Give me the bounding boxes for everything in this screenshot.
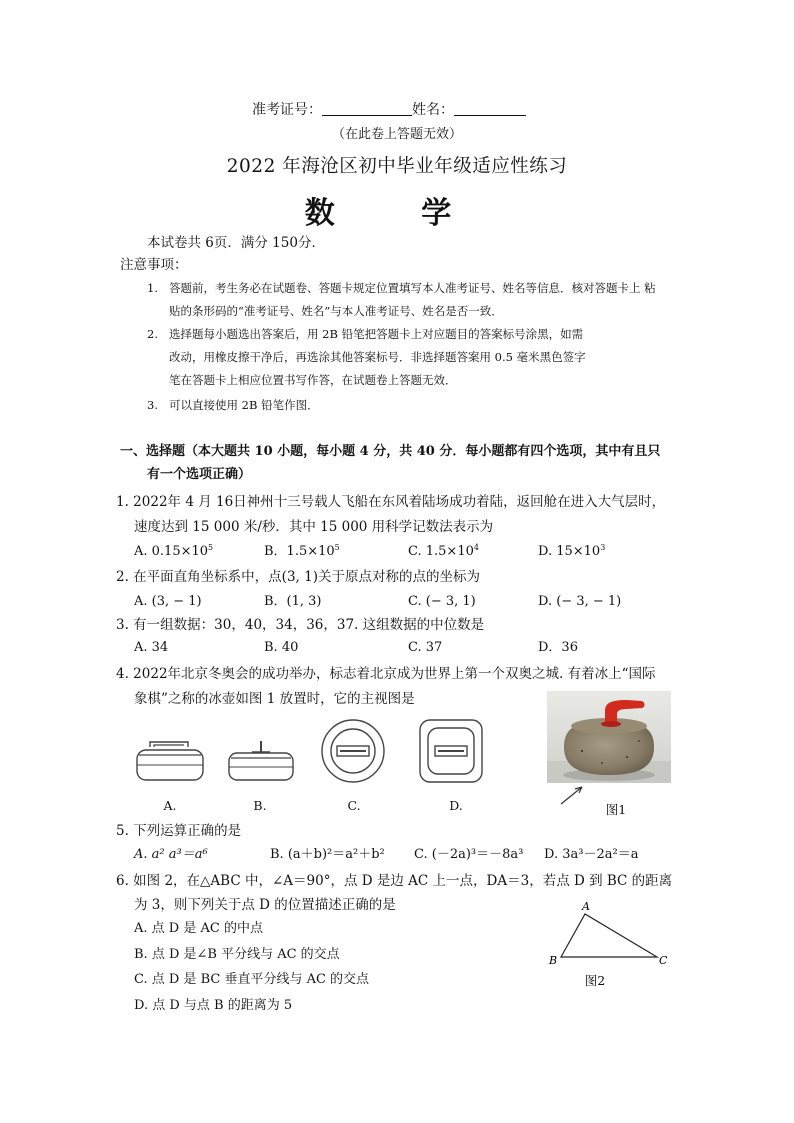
q4-label-d: D. xyxy=(449,798,463,813)
q4-label-a: A. xyxy=(163,798,177,813)
q5-option-b: B. (a＋b)²＝a²＋b² xyxy=(270,847,385,862)
q6-option-d: D. 点 D 与点 B 的距离为 5 xyxy=(134,998,293,1013)
q5-stem: 5. 下列运算正确的是 xyxy=(116,823,242,839)
q1-option-d: D. $15\times 10^3$ xyxy=(538,543,606,559)
q2-option-c: C. (− 3, 1) xyxy=(408,594,476,609)
no-answer-note: （在此卷上答题无效） xyxy=(331,127,462,142)
q4-option-d-drawing xyxy=(418,718,484,784)
q4-option-b-drawing xyxy=(226,738,296,784)
q2-stem: 2. 在平面直角坐标系中，点(3, 1)关于原点对称的点的坐标为 xyxy=(116,569,480,585)
q3-option-c: C. 37 xyxy=(408,640,443,655)
q4-label-b: B. xyxy=(253,798,267,813)
q6-line1: 6. 如图 2，在△ABC 中，∠A＝90°，点 D 是边 AC 上一点，DA＝3，若点 D 到 BC 的距离 xyxy=(116,873,673,889)
q1-option-a: A. $0.15\times 10^5$ xyxy=(134,543,214,559)
figure-2-triangle xyxy=(545,900,675,970)
id-blank xyxy=(322,101,412,116)
notice-2-num: 2. xyxy=(147,327,158,341)
q3-option-b: B. 40 xyxy=(264,640,299,655)
q4-option-c-drawing xyxy=(320,718,386,784)
figure-1-caption: 图1 xyxy=(605,802,627,817)
notice-2-line3: 笔在答题卡上相应位置书写作答，在试题卷上答题无效． xyxy=(169,373,457,387)
q1-option-b: B．$1.5\times 10^5$ xyxy=(264,543,340,559)
q4-label-c: C. xyxy=(347,798,361,813)
q1-line1: 1. 2022年 4 月 16日神州十三号载人飞船在东风着陆场成功着陆，返回舱在进入大气层时， xyxy=(116,494,666,510)
notice-heading: 注意事项： xyxy=(120,257,188,273)
id-label: 准考证号： xyxy=(252,102,322,118)
q5-option-c: C. (－2a)³＝－8a³ xyxy=(414,847,524,862)
q2-option-b: B．(1, 3) xyxy=(264,594,322,609)
q2-option-a: A. (3, − 1) xyxy=(134,594,202,609)
q1-line2: 速度达到 15 000 米/秒．其中 15 000 用科学记数法表示为 xyxy=(134,519,494,535)
q4-line1: 4. 2022年北京冬奥会的成功举办，标志着北京成为世界上第一个双奥之城. 有着冰上“国际 xyxy=(116,666,656,682)
notice-2-line2: 改动，用橡皮擦干净后，再选涂其他答案标号．非选择题答案用 0.5 毫米黑色签字 xyxy=(169,350,586,364)
curling-stone-photo xyxy=(547,691,671,783)
q6-line2: 为 3，则下列关于点 D 的位置描述正确的是 xyxy=(134,897,396,913)
exam-info: 本试卷共 6页．满分 150分． xyxy=(147,235,325,251)
q4-line2: 象棋”之称的冰壶如图 1 放置时，它的主视图是 xyxy=(134,691,415,707)
q6-option-c: C. 点 D 是 BC 垂直平分线与 AC 的交点 xyxy=(134,972,370,987)
candidate-info-line xyxy=(252,101,526,119)
q5-option-d: D. 3a³－2a²＝a xyxy=(544,847,639,862)
q3-stem: 3. 有一组数据：30，40，34，36，37. 这组数据的中位数是 xyxy=(116,617,485,633)
vertex-c-label: C xyxy=(659,954,668,967)
figure-2-caption: 图2 xyxy=(584,973,606,988)
vertex-b-label: B xyxy=(549,954,558,967)
q3-option-a: A. 34 xyxy=(134,640,169,655)
exam-title: 2022 年海沧区初中毕业年级适应性练习 xyxy=(226,156,568,177)
q2-option-d: D. (− 3, − 1) xyxy=(538,594,622,609)
q6-option-a: A. 点 D 是 AC 的中点 xyxy=(134,921,263,936)
notice-3-num: 3. xyxy=(147,398,158,412)
name-blank xyxy=(454,101,526,116)
q3-option-d: D．36 xyxy=(538,640,578,655)
subject-title: 数 学 xyxy=(304,196,490,231)
notice-3-line1: 可以直接使用 2B 铅笔作图． xyxy=(169,398,319,412)
section-heading-line2: 有一个选项正确） xyxy=(147,467,252,482)
notice-1-line1: 答题前，考生务必在试题卷、答题卡规定位置填写本人准考证号、姓名等信息．核对答题卡上 粘 xyxy=(169,281,656,295)
q5-option-a: A. a² a³＝a⁶ xyxy=(134,847,208,862)
section-heading-line1: 一、选择题（本大题共 10 小题，每小题 4 分，共 40 分．每小题都有四个选项，其中有且只 xyxy=(120,444,661,459)
notice-1-num: 1. xyxy=(147,281,158,295)
q6-option-b: B. 点 D 是∠B 平分线与 AC 的交点 xyxy=(134,947,340,962)
vertex-a-label: A xyxy=(582,900,590,913)
q4-option-a-drawing xyxy=(134,736,206,784)
q1-option-c: C. $1.5\times 10^4$ xyxy=(408,543,479,559)
arrow-icon xyxy=(558,784,586,806)
notice-1-line2: 贴的条形码的“准考证号、姓名”与本人准考证号、姓名是否一致． xyxy=(169,304,503,318)
name-label: 姓名： xyxy=(412,102,454,118)
notice-2-line1: 选择题每小题选出答案后，用 2B 铅笔把答题卡上对应题目的答案标号涂黑，如需 xyxy=(169,327,584,341)
